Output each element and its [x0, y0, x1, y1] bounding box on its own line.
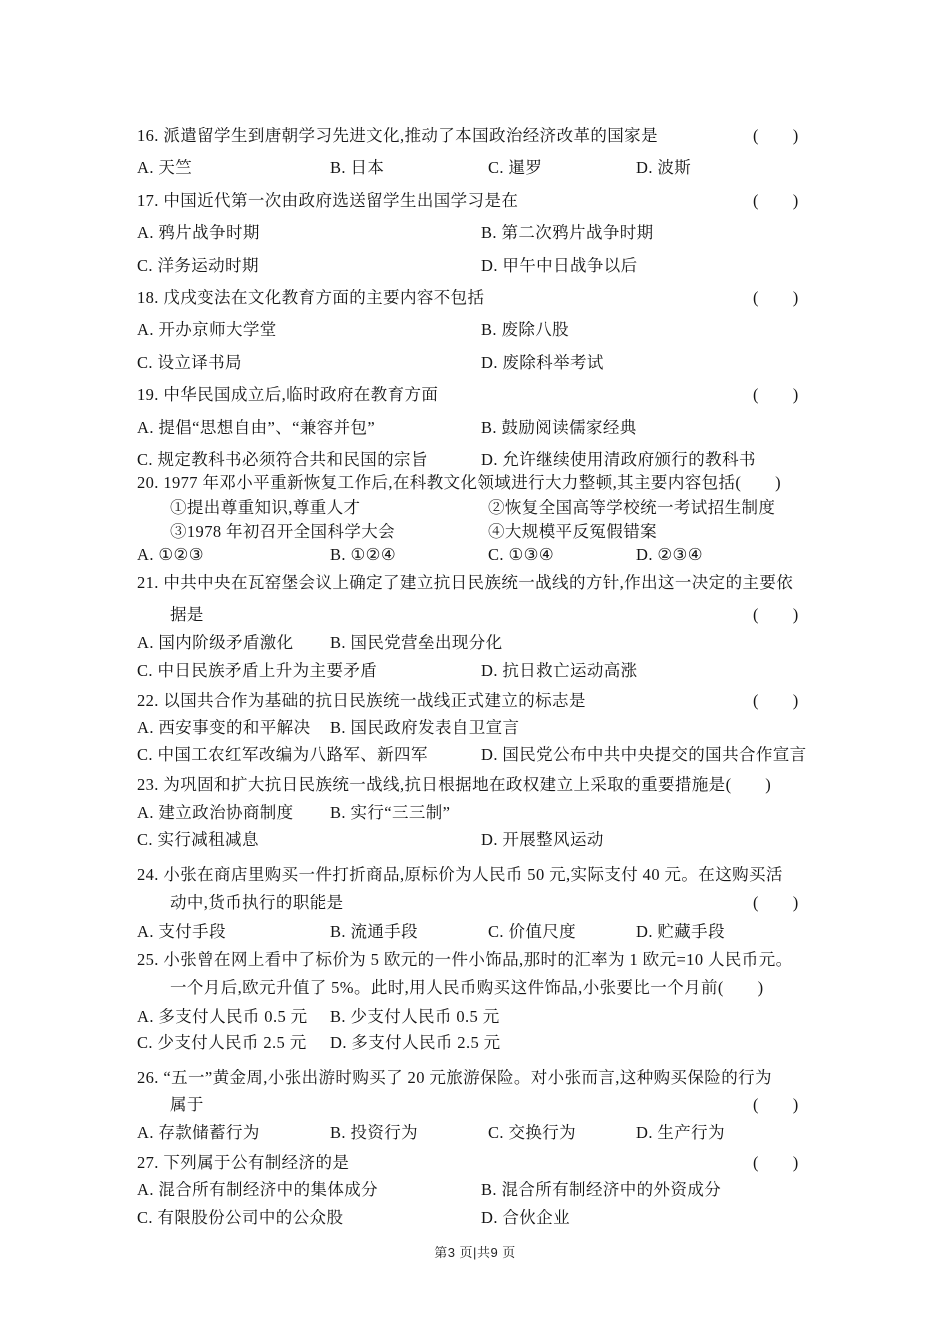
- question-24-line-3: [0, 920, 950, 946]
- question-24-stem-cont: 动中,货币执行的职能是: [170, 893, 344, 912]
- option-a: A. 提倡“思想自由”、“兼容并包”: [137, 418, 376, 437]
- option-b: B. 少支付人民币 0.5 元: [330, 1007, 500, 1026]
- option-d: D. 生产行为: [636, 1123, 725, 1142]
- question-18-line-1: [0, 286, 950, 312]
- option-b: B. 第二次鸦片战争时期: [481, 223, 654, 242]
- question-23-line-2: [0, 801, 950, 827]
- option-a: A. 支付手段: [137, 922, 226, 941]
- question-27-line-2: [0, 1178, 950, 1204]
- option-c: C. 规定教科书必须符合共和民国的宗旨: [137, 450, 428, 469]
- question-18-stem: 18. 戊戌变法在文化教育方面的主要内容不包括: [137, 288, 485, 307]
- answer-bracket: ( ): [753, 893, 799, 912]
- option-b: B. 流通手段: [330, 922, 419, 941]
- option-a: A. 国内阶级矛盾激化: [137, 633, 294, 652]
- question-22-line-3: [0, 743, 950, 769]
- question-22-stem: 22. 以国共合作为基础的抗日民族统一战线正式建立的标志是: [137, 691, 586, 710]
- option-c: C. 少支付人民币 2.5 元: [137, 1033, 307, 1052]
- answer-bracket: ( ): [753, 1095, 799, 1114]
- option-a: A. ①②③: [137, 545, 204, 564]
- question-25-line-2: [0, 976, 950, 1002]
- item-3: ③1978 年初召开全国科学大会: [170, 522, 396, 541]
- question-17-stem: 17. 中国近代第一次由政府选送留学生出国学习是在: [137, 191, 519, 210]
- question-25-stem: 25. 小张曾在网上看中了标价为 5 欧元的一件小饰品,那时的汇率为 1 欧元=10 人民币元。: [137, 950, 793, 969]
- question-18-line-3: [0, 351, 950, 377]
- question-16-stem: 16. 派遣留学生到唐朝学习先进文化,推动了本国政治经济改革的国家是: [137, 126, 658, 145]
- option-b: B. 国民政府发表自卫宣言: [330, 718, 520, 737]
- option-d: D. 开展整风运动: [481, 830, 604, 849]
- question-21-line-2: [0, 603, 950, 629]
- option-c: C. 有限股份公司中的公众股: [137, 1208, 344, 1227]
- question-21-stem: 21. 中共中央在瓦窑堡会议上确定了建立抗日民族统一战线的方针,作出这一决定的主要依: [137, 573, 794, 592]
- item-2: ②恢复全国高等学校统一考试招生制度: [488, 498, 776, 517]
- question-26-line-2: [0, 1093, 950, 1119]
- question-20-stem: 20. 1977 年邓小平重新恢复工作后,在科教文化领域进行大力整顿,其主要内容包括( ): [137, 473, 782, 492]
- option-a: A. 西安事变的和平解决: [137, 718, 311, 737]
- option-d: D. 废除科举考试: [481, 353, 604, 372]
- option-a: A. 鸦片战争时期: [137, 223, 260, 242]
- item-4: ④大规模平反冤假错案: [488, 522, 657, 541]
- option-b: B. 实行“三三制”: [330, 803, 451, 822]
- option-b: B. 日本: [330, 158, 385, 177]
- question-20-line-2: [0, 496, 950, 522]
- question-23-line-3: [0, 828, 950, 854]
- option-d: D. 甲午中日战争以后: [481, 256, 638, 275]
- question-25-line-4: [0, 1031, 950, 1057]
- option-d: D. 合伙企业: [481, 1208, 570, 1227]
- answer-bracket: ( ): [753, 385, 799, 404]
- option-b: B. 国民党营垒出现分化: [330, 633, 503, 652]
- option-c: C. ①③④: [488, 545, 555, 564]
- question-24-stem: 24. 小张在商店里购买一件打折商品,原标价为人民币 50 元,实际支付 40 元。在这购买活: [137, 865, 783, 884]
- answer-bracket: ( ): [753, 126, 799, 145]
- question-22-line-1: [0, 689, 950, 715]
- question-16-line-1: [0, 124, 950, 150]
- question-23-stem: 23. 为巩固和扩大抗日民族统一战线,抗日根据地在政权建立上采取的重要措施是( ): [137, 775, 772, 794]
- answer-bracket: ( ): [753, 288, 799, 307]
- question-19-stem: 19. 中华民国成立后,临时政府在教育方面: [137, 385, 439, 404]
- page-footer: 第3 页|共9 页: [434, 1245, 516, 1260]
- question-26-stem-cont: 属于: [170, 1095, 204, 1114]
- question-19-line-1: [0, 383, 950, 409]
- question-20-line-4: [0, 543, 950, 569]
- option-d: D. 多支付人民币 2.5 元: [330, 1033, 501, 1052]
- option-c: C. 价值尺度: [488, 922, 577, 941]
- question-27-line-1: [0, 1151, 950, 1177]
- option-b: B. 混合所有制经济中的外资成分: [481, 1180, 722, 1199]
- option-c: C. 暹罗: [488, 158, 543, 177]
- question-19-line-2: [0, 416, 950, 442]
- option-a: A. 多支付人民币 0.5 元: [137, 1007, 308, 1026]
- option-c: C. 实行减租减息: [137, 830, 259, 849]
- question-17-line-3: [0, 254, 950, 280]
- option-d: D. 波斯: [636, 158, 692, 177]
- answer-bracket: ( ): [753, 691, 799, 710]
- question-24-line-1: [0, 863, 950, 889]
- question-17-line-1: [0, 189, 950, 215]
- question-20-line-1: [0, 471, 950, 497]
- option-b: B. 投资行为: [330, 1123, 419, 1142]
- option-a: A. 开办京师大学堂: [137, 320, 277, 339]
- question-17-line-2: [0, 221, 950, 247]
- question-25-line-1: [0, 948, 950, 974]
- question-25-line-3: [0, 1005, 950, 1031]
- question-27-stem: 27. 下列属于公有制经济的是: [137, 1153, 350, 1172]
- option-a: A. 混合所有制经济中的集体成分: [137, 1180, 379, 1199]
- question-21-line-4: [0, 659, 950, 685]
- question-26-line-3: [0, 1121, 950, 1147]
- question-24-line-2: [0, 891, 950, 917]
- question-21-stem-cont: 据是: [170, 605, 204, 624]
- answer-bracket: ( ): [753, 191, 799, 210]
- option-c: C. 设立译书局: [137, 353, 242, 372]
- question-21-line-3: [0, 631, 950, 657]
- option-c: C. 中国工农红军改编为八路军、新四军: [137, 745, 428, 764]
- question-26-stem: 26. “五一”黄金周,小张出游时购买了 20 元旅游保险。对小张而言,这种购买保险的行为: [137, 1068, 772, 1087]
- question-27-line-3: [0, 1206, 950, 1232]
- option-c: C. 洋务运动时期: [137, 256, 259, 275]
- item-1: ①提出尊重知识,尊重人才: [170, 498, 361, 517]
- option-c: C. 交换行为: [488, 1123, 577, 1142]
- option-b: B. 鼓励阅读儒家经典: [481, 418, 637, 437]
- option-d: D. 国民党公布中共中央提交的国共合作宣言: [481, 745, 807, 764]
- option-a: A. 存款储蓄行为: [137, 1123, 260, 1142]
- option-d: D. 贮藏手段: [636, 922, 725, 941]
- option-a: A. 天竺: [137, 158, 193, 177]
- option-b: B. 废除八股: [481, 320, 570, 339]
- option-a: A. 建立政治协商制度: [137, 803, 294, 822]
- question-25-stem-cont: 一个月后,欧元升值了 5%。此时,用人民币购买这件饰品,小张要比一个月前( ): [170, 978, 764, 997]
- question-21-line-1: [0, 571, 950, 597]
- question-18-line-2: [0, 318, 950, 344]
- option-d: D. 抗日救亡运动高涨: [481, 661, 638, 680]
- question-23-line-1: [0, 773, 950, 799]
- question-22-line-2: [0, 716, 950, 742]
- question-16-line-2: [0, 156, 950, 182]
- option-c: C. 中日民族矛盾上升为主要矛盾: [137, 661, 378, 680]
- answer-bracket: ( ): [753, 1153, 799, 1172]
- option-d: D. ②③④: [636, 545, 703, 564]
- option-b: B. ①②④: [330, 545, 397, 564]
- answer-bracket: ( ): [753, 605, 799, 624]
- option-d: D. 允许继续使用清政府颁行的教科书: [481, 450, 756, 469]
- question-26-line-1: [0, 1066, 950, 1092]
